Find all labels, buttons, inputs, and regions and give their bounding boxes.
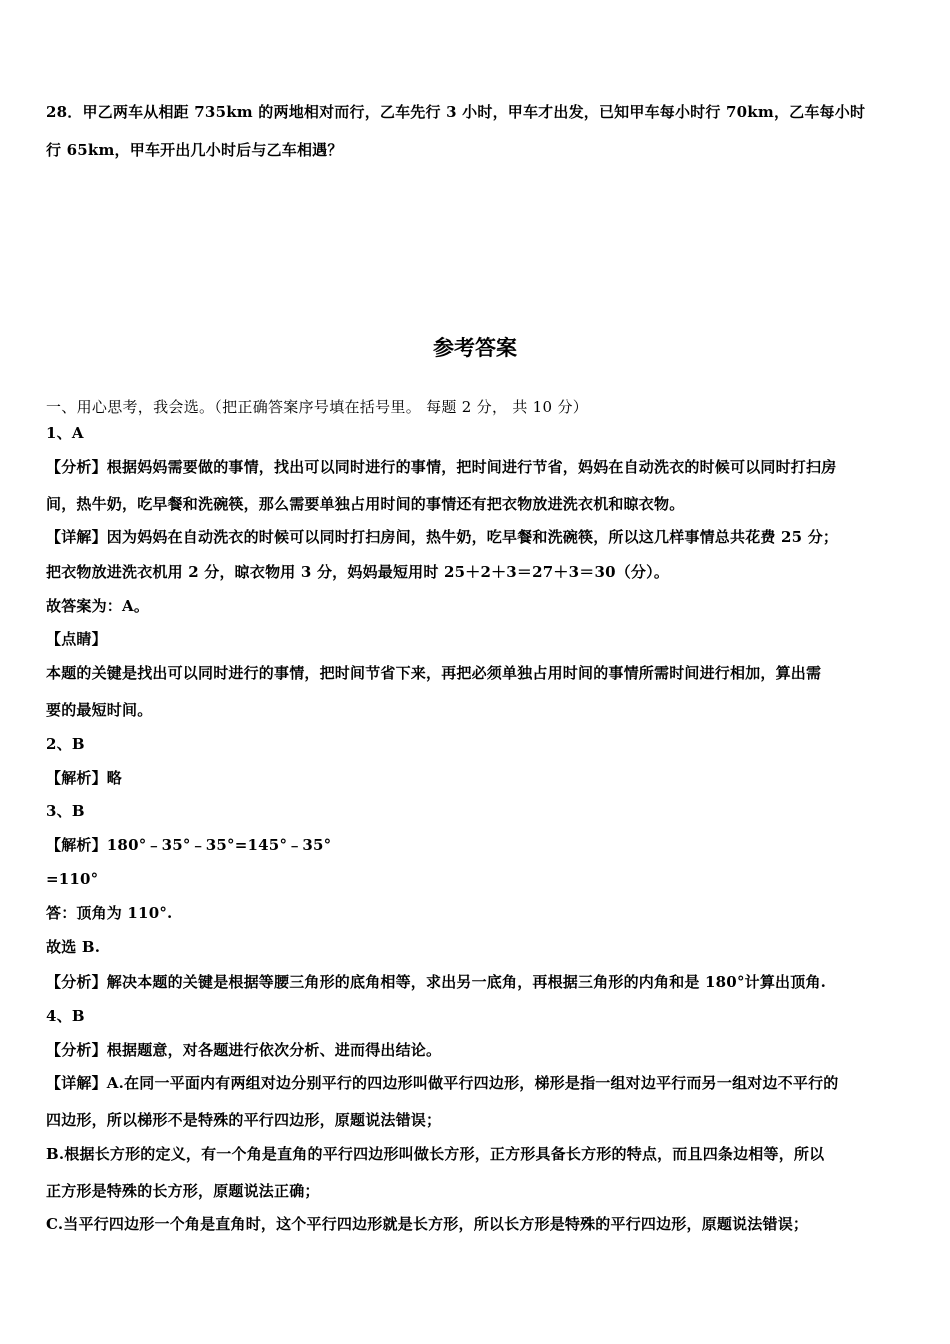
answer-line: 故选 B. [46, 938, 101, 956]
answer-line: C.当平行四边形一个角是直角时，这个平行四边形就是长方形，所以长方形是特殊的平行四边形，原题说法错误； [46, 1215, 809, 1233]
answer-line: 答：顶角为 110°. [46, 904, 173, 922]
answer-line: 间，热牛奶，吃早餐和洗碗筷，那么需要单独占用时间的事情还有把衣物放进洗衣机和晾衣物。 [46, 495, 685, 513]
answer-line: 【详解】因为妈妈在自动洗衣的时候可以同时打扫房间，热牛奶，吃早餐和洗碗筷，所以这几样事情总共花费 25 分； [46, 528, 839, 546]
answer-line: 四边形，所以梯形不是特殊的平行四边形，原题说法错误； [46, 1111, 442, 1129]
answer-line: 4、B [46, 1007, 85, 1025]
answer-line: 把衣物放进洗衣机用 2 分，晾衣物用 3 分，妈妈最短用时 25＋2＋3＝27＋3＝30（分）。 [46, 563, 670, 581]
answer-line: 2、B [46, 735, 85, 753]
answer-line: 1、A [46, 424, 84, 442]
answer-line: 【分析】解决本题的关键是根据等腰三角形的底角相等，求出另一底角，再根据三角形的内角和是 180°计算出顶角. [46, 973, 827, 991]
answer-line: 3、B [46, 802, 85, 820]
answer-line: 【解析】略 [46, 769, 123, 787]
question-28-line-2: 行 65km，甲车开出几小时后与乙车相遇？ [46, 141, 343, 159]
answer-line: 【分析】根据题意，对各题进行依次分析、进而得出结论。 [46, 1041, 442, 1059]
answer-line: 正方形是特殊的长方形，原题说法正确； [46, 1182, 320, 1200]
answer-line: =110° [46, 870, 99, 888]
answer-line: 故答案为：A。 [46, 597, 150, 615]
answer-line: 【点睛】 [46, 630, 107, 648]
question-28-line-1: 28．甲乙两车从相距 735km 的两地相对而行，乙车先行 3 小时，甲车才出发，已知甲车每小时行 70km，乙车每小时 [46, 103, 866, 121]
answer-line: 要的最短时间。 [46, 701, 153, 719]
section-heading: 一、用心思考，我会选。（把正确答案序号填在括号里。 每题 2 分， 共 10 分） [46, 398, 589, 416]
answer-line: 【解析】180°﹣35°﹣35°=145°﹣35° [46, 836, 332, 854]
answer-line: B.根据长方形的定义，有一个角是直角的平行四边形叫做长方形，正方形具备长方形的特点，而且四条边相等，所以 [46, 1145, 825, 1163]
answer-line: 本题的关键是找出可以同时进行的事情，把时间节省下来，再把必须单独占用时间的事情所需时间进行相加，算出需 [46, 664, 822, 682]
answer-line: 【详解】A.在同一平面内有两组对边分别平行的四边形叫做平行四边形，梯形是指一组对边平行而另一组对边不平行的 [46, 1074, 839, 1092]
answer-line: 【分析】根据妈妈需要做的事情，找出可以同时进行的事情，把时间进行节省，妈妈在自动洗衣的时候可以同时打扫房 [46, 458, 837, 476]
answers-title: 参考答案 [433, 336, 517, 360]
